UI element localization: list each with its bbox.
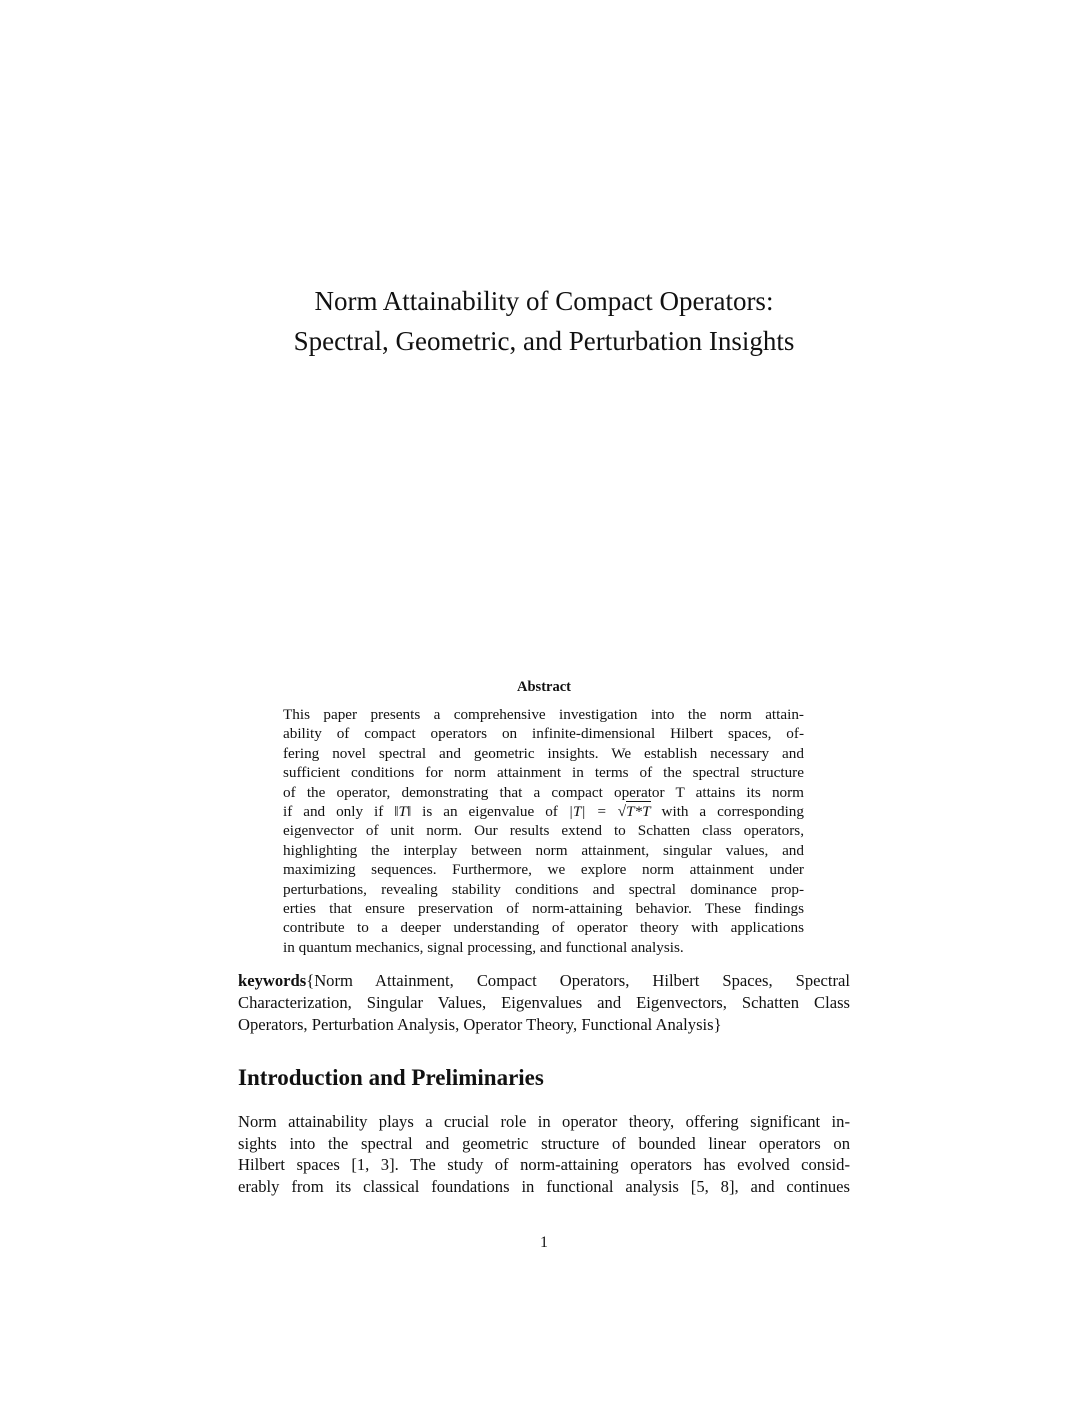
title-line-2: Spectral, Geometric, and Perturbation Insights xyxy=(293,326,795,356)
abstract-line: sufficient conditions for norm attainment in terms of the spectral structure xyxy=(283,764,804,782)
keywords-line xyxy=(238,971,850,991)
abstract-line: maximizing sequences. Furthermore, we explore norm attainment under xyxy=(283,861,804,879)
abstract-line: eigenvector of unit norm. Our results extend to Schatten class operators, xyxy=(283,822,804,840)
abstract-line: highlighting the interplay between norm attainment, singular values, and xyxy=(283,841,804,859)
abstract-line: fering novel spectral and geometric insights. We establish necessary and xyxy=(283,744,804,762)
keywords-line: Characterization, Singular Values, Eigenvalues and Eigenvectors, Schatten Class xyxy=(238,993,850,1012)
title-line-1: Norm Attainability of Compact Operators: xyxy=(314,286,774,316)
abstract-line: if and only if ‖T‖ is an eigenvalue of |T| = √T*T with a corresponding xyxy=(283,803,804,820)
keywords-text: {Norm Attainment, Compact Operators, Hilbert Spaces, Spectral xyxy=(306,971,850,990)
abstract-line: perturbations, revealing stability conditions and spectral dominance prop- xyxy=(283,880,804,898)
intro-line: Hilbert spaces [1, 3]. The study of norm-attaining operators has evolved consid- xyxy=(238,1155,850,1174)
page-number: 1 xyxy=(540,1234,548,1251)
intro-line: erably from its classical foundations in functional analysis [5, 8], and continues xyxy=(238,1176,850,1196)
intro-line: sights into the spectral and geometric structure of bounded linear operators on xyxy=(238,1133,850,1153)
keywords-label: keywords xyxy=(238,971,307,990)
abstract-line: erties that ensure preservation of norm-attaining behavior. These findings xyxy=(283,900,804,917)
keywords-line: Operators, Perturbation Analysis, Operator Theory, Functional Analysis} xyxy=(238,1015,722,1034)
intro-line: Norm attainability plays a crucial role in operator theory, offering significant in- xyxy=(238,1112,850,1131)
abstract-line: of the operator, demonstrating that a compact operator T attains its norm xyxy=(283,783,804,801)
abstract-line: ability of compact operators on infinite-dimensional Hilbert spaces, of- xyxy=(283,725,804,743)
abstract-heading: Abstract xyxy=(517,679,571,695)
section-heading: Introduction and Preliminaries xyxy=(238,1065,544,1090)
abstract-line: in quantum mechanics, signal processing, and functional analysis. xyxy=(283,938,684,956)
abstract-line: contribute to a deeper understanding of operator theory with applications xyxy=(283,919,804,937)
abstract-line: This paper presents a comprehensive investigation into the norm attain- xyxy=(283,706,804,723)
